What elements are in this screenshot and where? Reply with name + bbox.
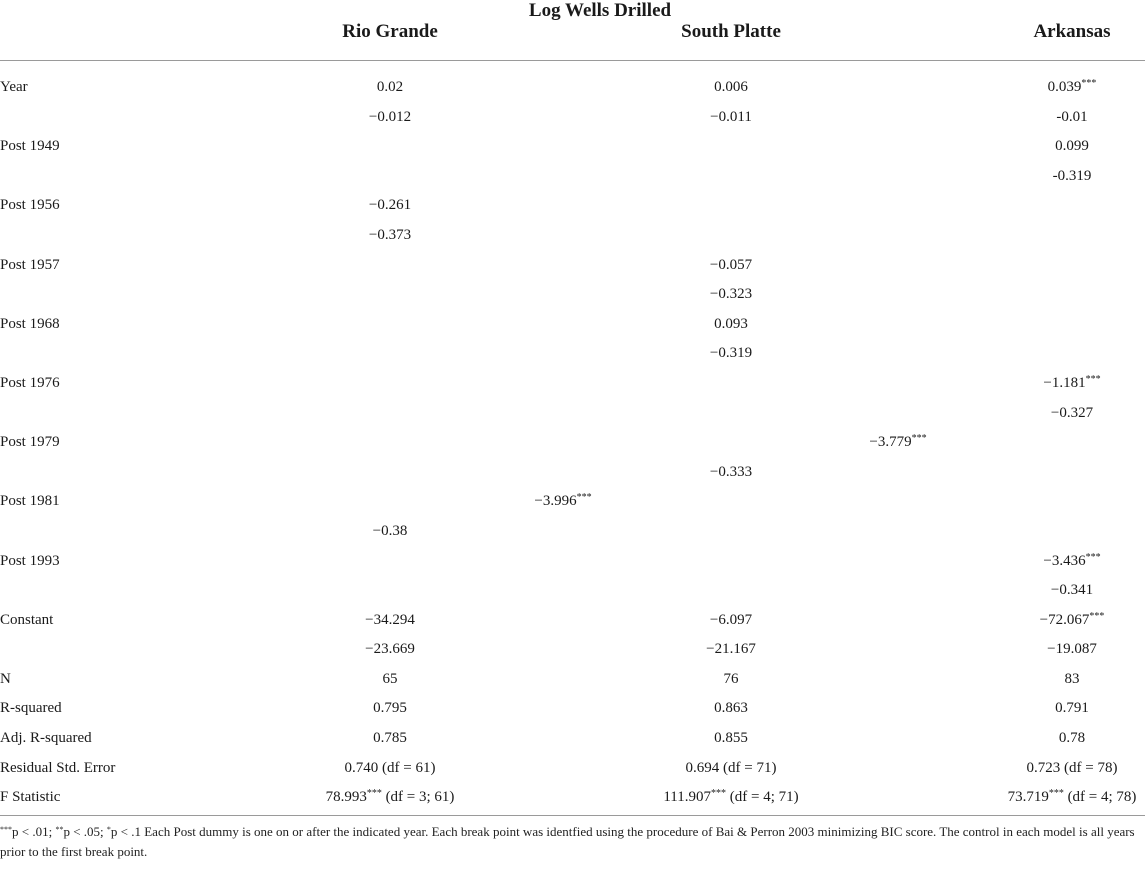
footnote-text-2: p < .05; — [63, 824, 107, 839]
cell-value: −0.319 — [709, 345, 753, 362]
table-row — [0, 606, 1145, 636]
row-label: Post 1968 — [0, 315, 60, 332]
row-label: Post 1979 — [0, 434, 60, 451]
cell-south-platte-shifted — [778, 428, 1018, 458]
cell-value: 0.694 (df = 71) — [685, 759, 777, 776]
table-bottom-rule — [0, 815, 1145, 816]
cell-rio-grande — [270, 783, 510, 813]
table-row — [0, 428, 1145, 458]
cell-value: -0.319 — [1052, 167, 1092, 184]
cell-south-platte — [611, 783, 851, 813]
cell-arkansas — [952, 694, 1145, 724]
table-row — [0, 339, 1145, 369]
cell-rio-grande-shifted — [443, 487, 683, 517]
significance-stars: *** — [1085, 373, 1101, 385]
significance-stars: *** — [711, 788, 726, 800]
significance-stars: *** — [911, 433, 927, 445]
cell-arkansas — [952, 547, 1145, 577]
cell-value: 0.02 — [376, 79, 404, 95]
cell-south-platte — [611, 458, 851, 488]
cell-value: 78.993 — [325, 789, 367, 806]
row-label: N — [0, 670, 11, 687]
cell-value: −23.669 — [365, 641, 415, 658]
table-row — [0, 221, 1145, 251]
table-body — [0, 73, 1145, 813]
table-row — [0, 665, 1145, 695]
row-label: F Statistic — [0, 789, 61, 806]
cell-value: 0.099 — [1055, 138, 1089, 155]
significance-stars: *** — [1081, 78, 1097, 89]
table-row — [0, 369, 1145, 399]
row-label: Post 1981 — [0, 493, 60, 510]
cell-rio-grande — [270, 73, 510, 103]
cell-rio-grande — [270, 635, 510, 665]
table-row — [0, 162, 1145, 192]
cell-south-platte — [611, 754, 851, 784]
table-row — [0, 73, 1145, 103]
table-row — [0, 132, 1145, 162]
cell-value: −0.323 — [709, 286, 753, 303]
cell-value: −6.097 — [709, 611, 753, 628]
cell-value: −0.327 — [1050, 404, 1094, 421]
row-label: Post 1957 — [0, 256, 60, 273]
footnote-text-3: p < .1 Each Post dummy is one on or after the indicated year. Each break point was identfied using the procedure of Bai & Perron 2003 minimizing BIC score. The control in each model is all years prior to the first break point. — [0, 824, 1135, 859]
cell-value: 73.719 — [1007, 789, 1049, 806]
cell-value: 0.791 — [1055, 700, 1089, 717]
table-row — [0, 103, 1145, 133]
cell-value: −34.294 — [365, 611, 415, 628]
cell-south-platte — [611, 310, 851, 340]
cell-value: −3.996 — [534, 493, 577, 510]
table-row — [0, 547, 1145, 577]
cell-value: −0.011 — [710, 108, 752, 125]
cell-value: 0.740 (df = 61) — [344, 759, 436, 776]
cell-value: 0.039 — [1047, 79, 1082, 95]
table-row — [0, 280, 1145, 310]
cell-df: (df = 3; 61) — [381, 789, 455, 806]
table-row — [0, 251, 1145, 281]
column-header-rio-grande: Rio Grande — [342, 21, 438, 42]
table-row — [0, 724, 1145, 754]
cell-south-platte — [611, 280, 851, 310]
table-row — [0, 694, 1145, 724]
cell-south-platte — [611, 251, 851, 281]
cell-arkansas — [952, 783, 1145, 813]
column-header-south-platte: South Platte — [681, 21, 781, 42]
row-label: Year — [0, 79, 28, 95]
table-row — [0, 635, 1145, 665]
cell-rio-grande — [270, 517, 510, 547]
cell-value: 76 — [723, 670, 739, 687]
row-label: Constant — [0, 611, 54, 628]
cell-rio-grande — [270, 694, 510, 724]
table-row — [0, 399, 1145, 429]
cell-south-platte — [611, 606, 851, 636]
cell-value: -0.01 — [1056, 108, 1088, 125]
cell-south-platte — [611, 665, 851, 695]
table-row — [0, 783, 1145, 813]
cell-df: (df = 4; 78) — [1063, 789, 1137, 806]
significance-stars: *** — [1048, 788, 1064, 800]
cell-rio-grande — [270, 754, 510, 784]
row-label: Post 1956 — [0, 197, 60, 214]
cell-value: −19.087 — [1047, 641, 1097, 658]
cell-value: −3.436 — [1043, 552, 1086, 569]
cell-south-platte — [611, 73, 851, 103]
table-row — [0, 191, 1145, 221]
cell-df: (df = 4; 71) — [726, 789, 799, 806]
cell-value: 111.907 — [663, 789, 711, 806]
cell-arkansas — [952, 576, 1145, 606]
column-header-arkansas: Arkansas — [1033, 21, 1111, 42]
cell-value: 0.795 — [373, 700, 407, 717]
cell-arkansas — [952, 606, 1145, 636]
cell-value: −0.012 — [368, 108, 412, 125]
cell-rio-grande — [270, 665, 510, 695]
cell-value: −0.261 — [368, 197, 412, 214]
cell-south-platte — [611, 694, 851, 724]
cell-arkansas — [952, 635, 1145, 665]
footnote-sig-1: *** — [0, 825, 12, 834]
cell-arkansas — [952, 665, 1145, 695]
row-label: Post 1949 — [0, 138, 60, 155]
row-label: Adj. R-squared — [0, 730, 92, 747]
cell-value: −1.181 — [1043, 374, 1086, 391]
table-header — [0, 0, 1145, 61]
footnote-sig-2: ** — [55, 825, 64, 834]
cell-value: −3.779 — [869, 434, 912, 451]
table-row — [0, 517, 1145, 547]
footnote-sig-3: * — [106, 825, 111, 834]
cell-arkansas — [952, 724, 1145, 754]
cell-value: 0.093 — [714, 315, 748, 332]
cell-south-platte — [611, 635, 851, 665]
cell-arkansas — [952, 399, 1145, 429]
table-row — [0, 487, 1145, 517]
table-row — [0, 310, 1145, 340]
footnote-text-1: p < .01; — [12, 824, 56, 839]
cell-arkansas — [952, 73, 1145, 103]
row-label: Post 1976 — [0, 374, 60, 391]
cell-value: 0.78 — [1058, 730, 1086, 747]
significance-stars: *** — [1089, 610, 1105, 622]
cell-arkansas — [952, 754, 1145, 784]
cell-value: 0.785 — [373, 730, 407, 747]
cell-value: −21.167 — [706, 641, 756, 658]
cell-rio-grande — [270, 191, 510, 221]
cell-value: −0.38 — [372, 522, 408, 539]
cell-rio-grande — [270, 724, 510, 754]
significance-stars: *** — [366, 788, 382, 800]
row-label: R-squared — [0, 700, 62, 717]
table-row — [0, 576, 1145, 606]
cell-rio-grande — [270, 606, 510, 636]
significance-stars: *** — [1085, 551, 1101, 563]
table-row — [0, 754, 1145, 784]
table-row — [0, 458, 1145, 488]
cell-value: 0.006 — [714, 79, 748, 95]
cell-value: −0.057 — [709, 256, 753, 273]
row-label: Post 1993 — [0, 552, 60, 569]
cell-value: 0.723 (df = 78) — [1026, 759, 1118, 776]
cell-arkansas — [952, 369, 1145, 399]
cell-value: 83 — [1064, 670, 1080, 687]
cell-south-platte — [611, 724, 851, 754]
cell-arkansas — [952, 103, 1145, 133]
cell-arkansas — [952, 132, 1145, 162]
cell-value: 0.855 — [714, 730, 748, 747]
cell-south-platte — [611, 103, 851, 133]
table-footnote — [0, 822, 1135, 862]
cell-value: −0.341 — [1050, 582, 1094, 599]
row-label: Residual Std. Error — [0, 759, 116, 776]
cell-rio-grande — [270, 103, 510, 133]
cell-rio-grande — [270, 221, 510, 251]
cell-arkansas — [952, 162, 1145, 192]
group-header: Log Wells Drilled — [528, 0, 672, 21]
cell-value: −0.333 — [709, 463, 753, 480]
cell-south-platte — [611, 339, 851, 369]
cell-value: −0.373 — [368, 226, 412, 243]
cell-value: −72.067 — [1039, 611, 1090, 628]
cell-value: 0.863 — [714, 700, 748, 717]
significance-stars: *** — [576, 492, 592, 504]
cell-value: 65 — [382, 670, 398, 687]
